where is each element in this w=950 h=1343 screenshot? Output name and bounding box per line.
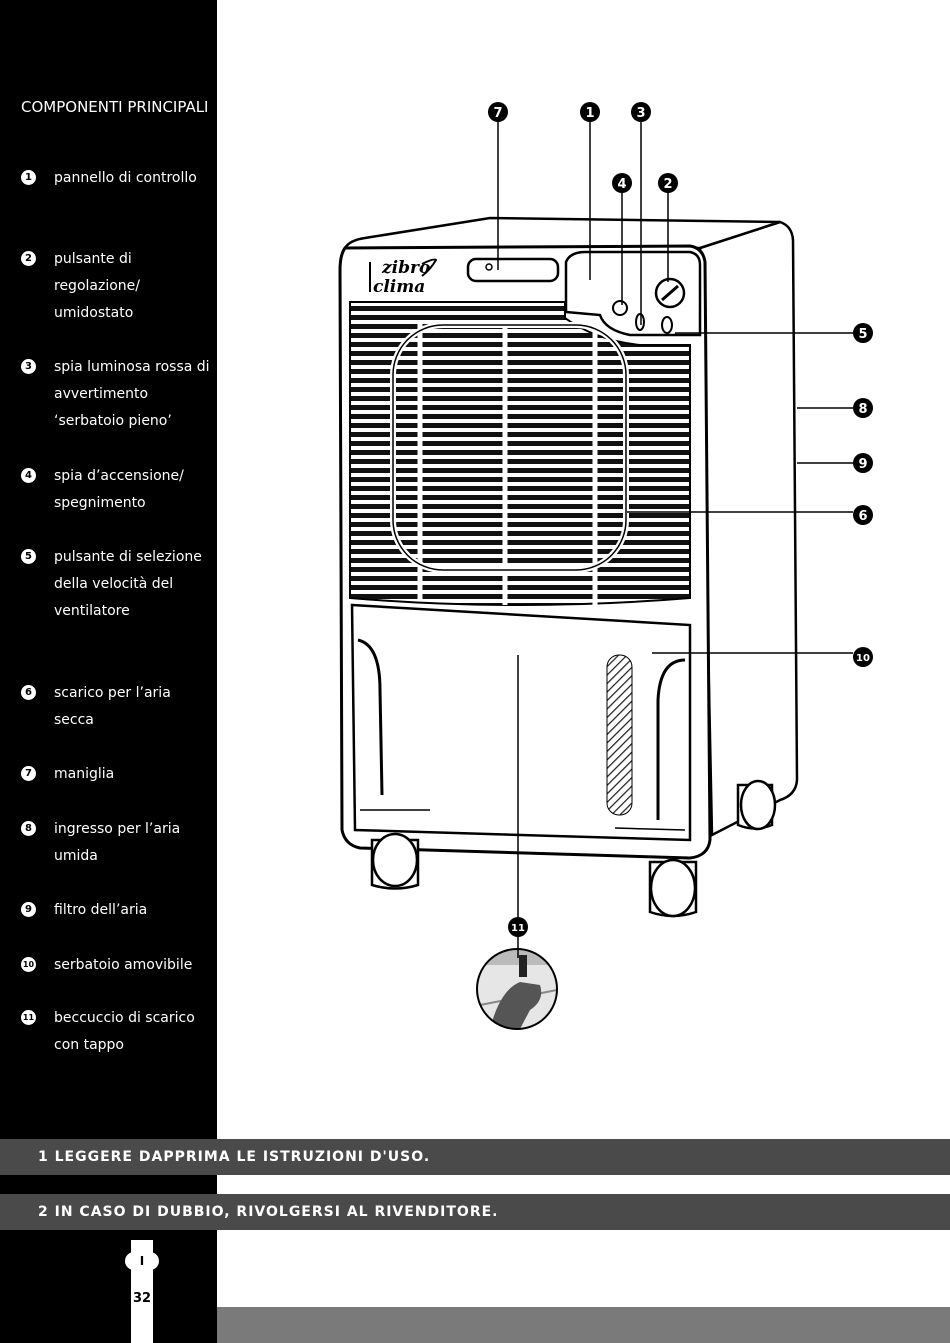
legend-label: spia d’accensione/ spegnimento — [54, 468, 184, 511]
legend-label: pannello di controllo — [54, 170, 197, 186]
callout-7 — [488, 102, 508, 122]
callout-label: 3 — [636, 106, 646, 121]
legend-label: beccuccio di scarico con tappo — [54, 1010, 195, 1053]
callout-label: 6 — [858, 509, 868, 524]
legend-number: 4 — [21, 468, 36, 483]
callout-6 — [853, 505, 873, 525]
callout-8 — [853, 398, 873, 418]
legend-number: 2 — [21, 251, 36, 266]
callout-label: 5 — [858, 327, 868, 342]
callout-label: 4 — [617, 177, 627, 192]
side-panel — [700, 222, 797, 835]
legend-number: 8 — [21, 821, 36, 836]
callout-label: 9 — [858, 457, 868, 472]
footer-bar — [217, 1307, 950, 1343]
brand-logo-bottom: clima — [373, 277, 426, 297]
legend-title: COMPONENTI PRINCIPALI — [21, 98, 209, 116]
legend-number: 3 — [21, 359, 36, 374]
power-light — [613, 301, 627, 315]
callout-2 — [658, 173, 678, 193]
wheel-front-right — [650, 860, 696, 916]
callout-label: 11 — [511, 923, 525, 934]
callout-3 — [631, 102, 651, 122]
instruction-banner-1 — [0, 1139, 950, 1175]
callout-9 — [853, 453, 873, 473]
legend-label: pulsante di regolazione/ umidostato — [54, 251, 140, 321]
legend-number: 11 — [21, 1010, 36, 1025]
banner-text: 2 IN CASO DI DUBBIO, RIVOLGERSI AL RIVENDITORE. — [38, 1204, 499, 1220]
wheel-rear-right — [738, 781, 775, 829]
tank-full-light — [636, 314, 644, 330]
instruction-banner-2 — [0, 1194, 950, 1230]
legend-number: 6 — [21, 685, 36, 700]
callout-label: 8 — [858, 402, 868, 417]
legend-label: spia luminosa rossa di avvertimento ‘serbatoio pieno’ — [54, 359, 210, 429]
wheel-front-left — [372, 834, 418, 889]
water-level-window — [607, 655, 632, 815]
page-number: 32 — [132, 1291, 152, 1306]
callout-label: 10 — [856, 653, 870, 664]
fan-speed-button — [662, 317, 672, 333]
callout-4 — [612, 173, 632, 193]
language-badge: I — [125, 1252, 159, 1270]
legend-label: serbatoio amovibile — [54, 957, 193, 973]
callout-10 — [853, 647, 873, 667]
legend-number: 9 — [21, 902, 36, 917]
legend-label: pulsante di selezione della velocità del ventilatore — [54, 549, 202, 619]
callout-5 — [853, 323, 873, 343]
callout-label: 7 — [493, 106, 503, 121]
handle — [468, 259, 558, 281]
callout-11 — [508, 917, 528, 937]
legend-label: maniglia — [54, 766, 115, 782]
legend-number: 5 — [21, 549, 36, 564]
callout-label: 2 — [663, 177, 673, 192]
legend-number: 1 — [21, 170, 36, 185]
legend-label: ingresso per l’aria umida — [54, 821, 181, 864]
legend-label: scarico per l’aria secca — [54, 685, 171, 728]
water-tank — [352, 605, 690, 840]
banner-text: 1 LEGGERE DAPPRIMA LE ISTRUZIONI D'USO. — [38, 1149, 431, 1165]
legend-label: filtro dell’aria — [54, 902, 148, 918]
callout-1 — [580, 102, 600, 122]
legend-number: 7 — [21, 766, 36, 781]
top-surface — [345, 218, 780, 248]
legend-number: 10 — [21, 957, 36, 972]
callout-label: 1 — [585, 106, 595, 121]
brand-logo-top: zibro — [382, 258, 431, 278]
dehumidifier-diagram — [217, 0, 950, 1100]
